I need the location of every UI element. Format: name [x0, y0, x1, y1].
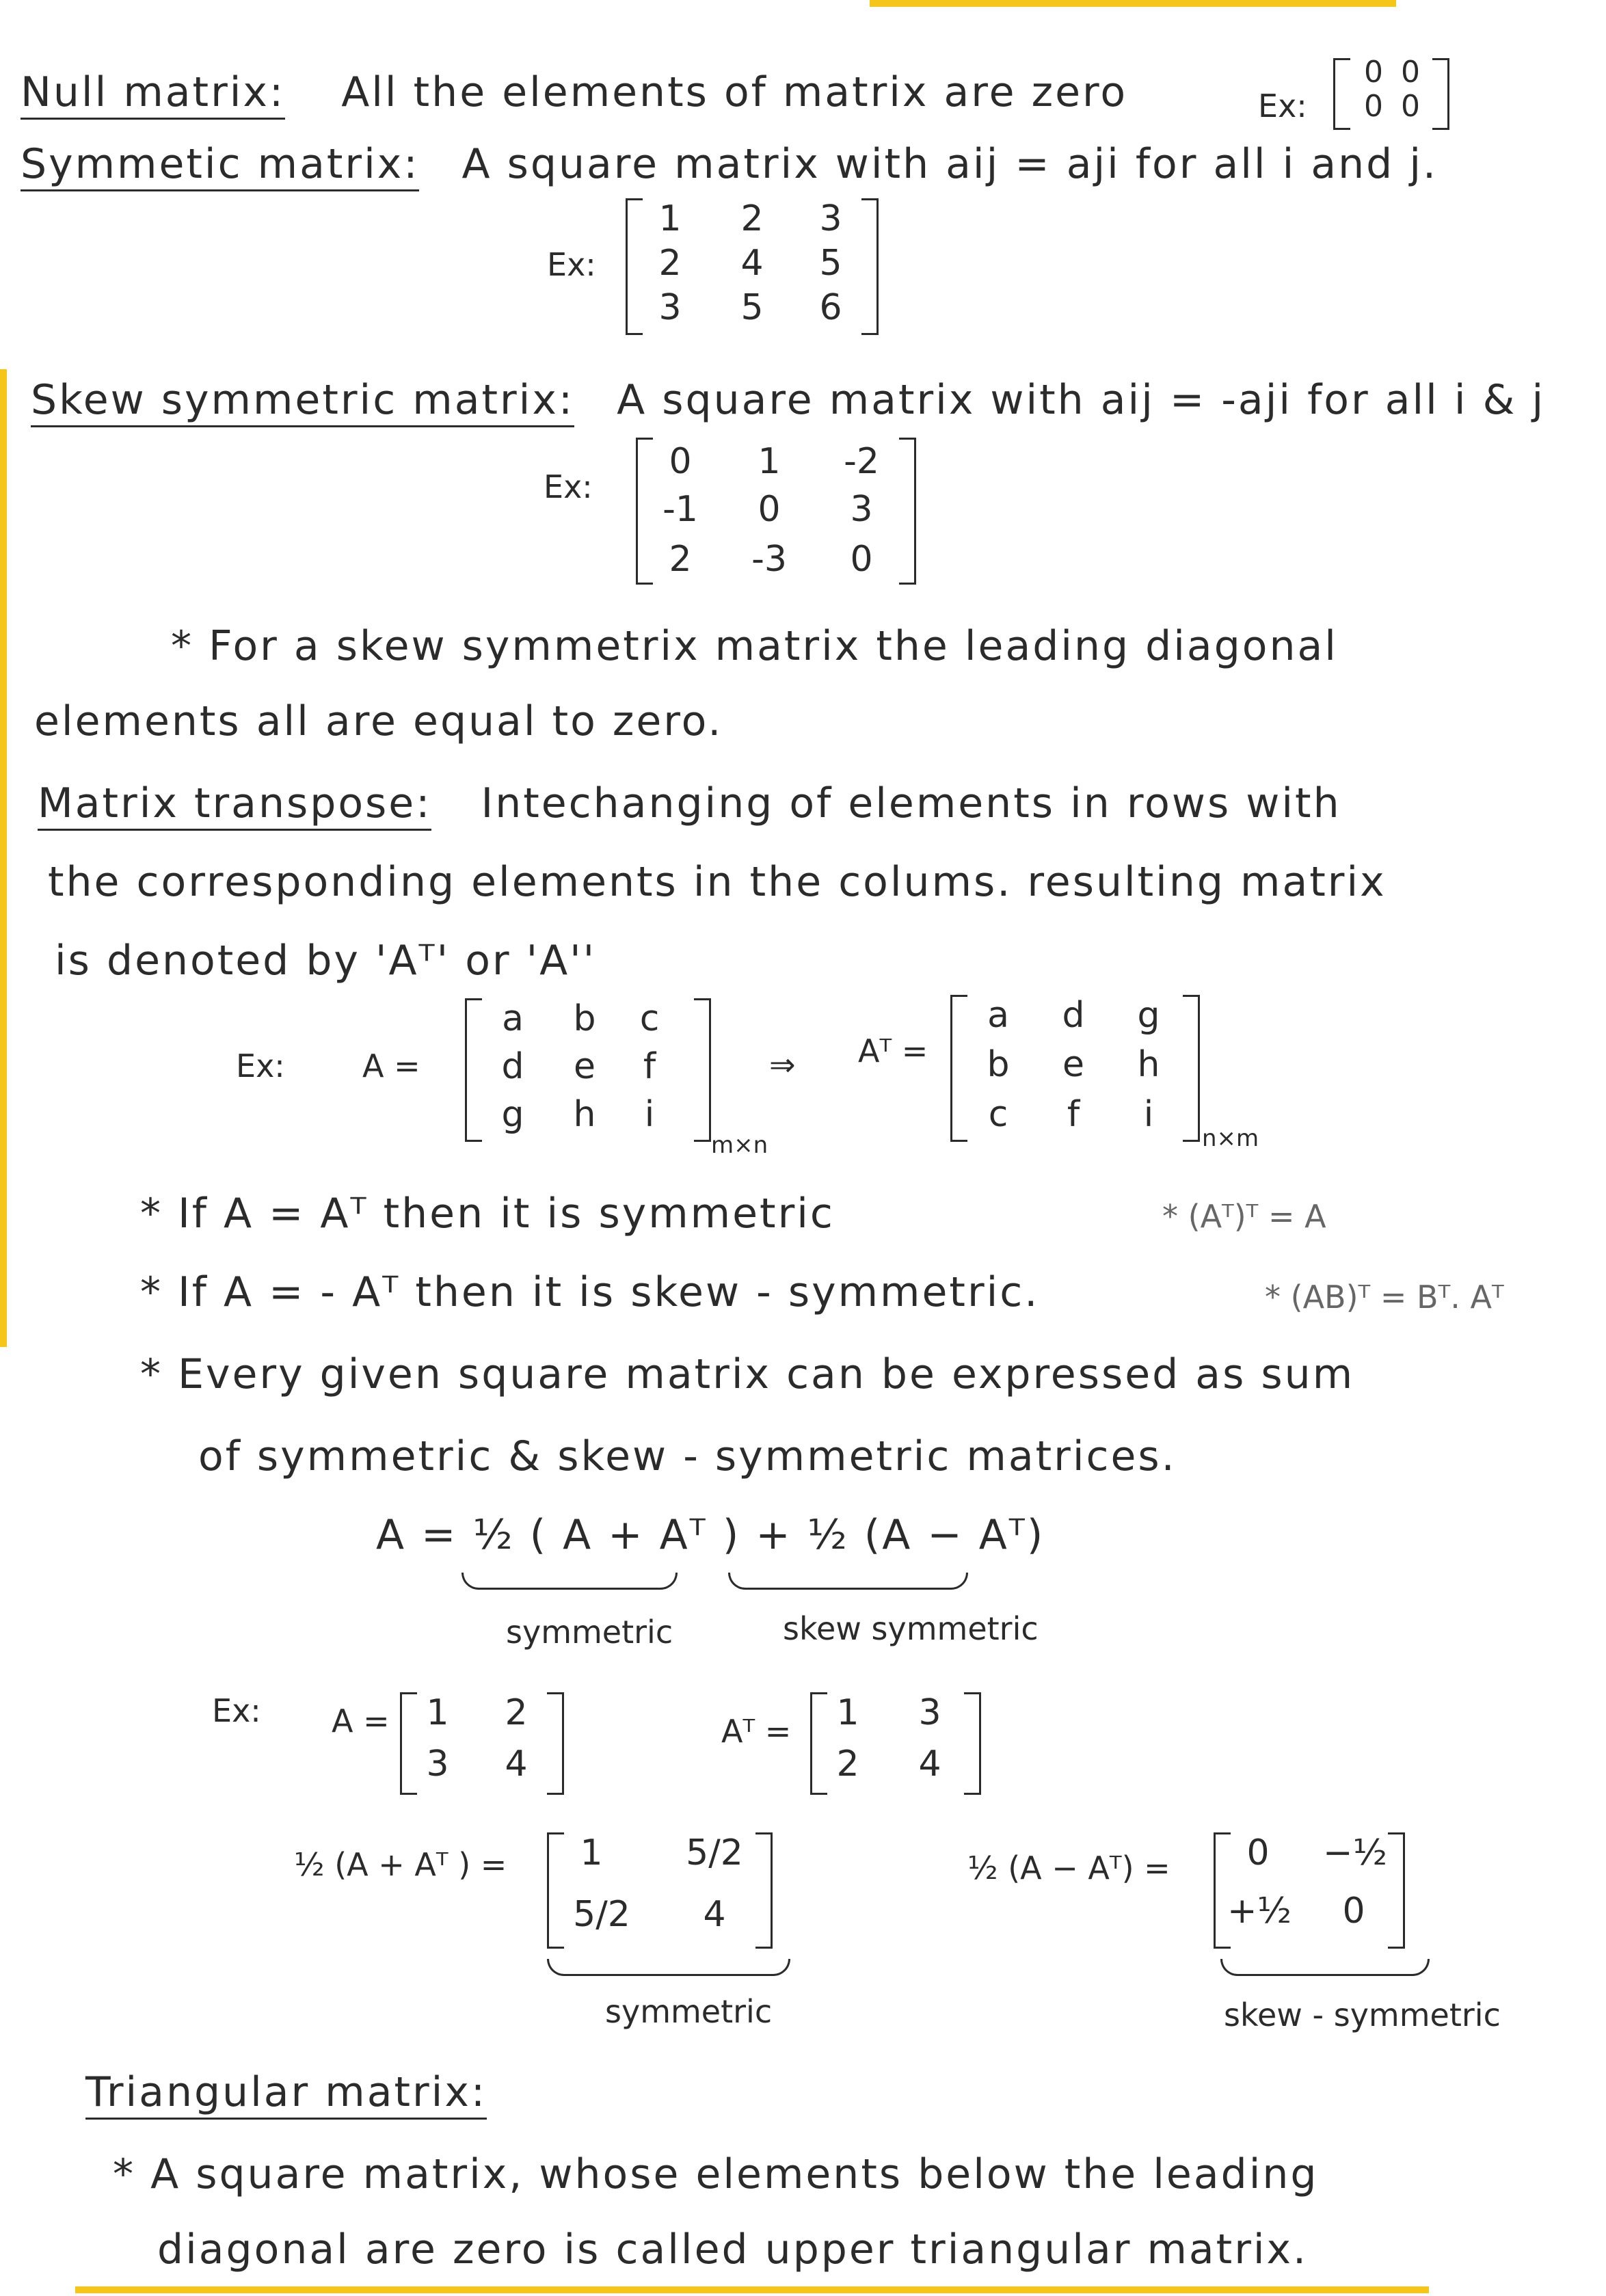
matrix-cell: -1 — [663, 489, 698, 530]
symmetric-line — [21, 140, 1438, 188]
matrix-cell: 1 — [580, 1832, 603, 1873]
matrix-cell: 2 — [836, 1744, 859, 1785]
symmetric-ex-label: Ex: — [547, 246, 596, 283]
matrix-cell: 3 — [918, 1692, 941, 1733]
example2-skew-caption: skew - symmetric — [1224, 1997, 1501, 2033]
skew-note-line2: elements all are equal to zero. — [34, 697, 723, 745]
matrix-cell: 0 — [1342, 1891, 1365, 1932]
matrix-cell: -3 — [751, 539, 787, 580]
dim-a: m×n — [711, 1132, 768, 1159]
matrix-cell: 0 — [1364, 55, 1383, 90]
matrix-cell: e — [574, 1046, 595, 1087]
rule-3-line2: of symmetric & skew - symmetric matrices. — [198, 1432, 1177, 1480]
skew-example-matrix — [636, 438, 916, 585]
matrix-cell: d — [501, 1046, 524, 1087]
matrix-cell: 0 — [758, 489, 781, 530]
matrix-cell: g — [1137, 995, 1160, 1036]
matrix-cell: i — [1143, 1094, 1154, 1135]
null-matrix-example — [1333, 55, 1449, 130]
matrix-cell: h — [1137, 1044, 1160, 1085]
matrix-cell: 2 — [658, 243, 682, 284]
example2-matrix-a — [400, 1692, 564, 1795]
example2-sym-label: ½ (A + Aᵀ ) = — [294, 1846, 507, 1883]
skew-label: Skew symmetric matrix: — [31, 376, 574, 427]
example2-skew-matrix — [1214, 1832, 1405, 1949]
matrix-cell: a — [987, 995, 1009, 1036]
top-highlight-bar — [870, 0, 1396, 7]
matrix-cell: d — [1062, 995, 1085, 1036]
example2-ex-label: Ex: — [212, 1692, 261, 1729]
null-matrix-text: All the elements of matrix are zero — [341, 68, 1128, 116]
example2-a-label: A = — [332, 1703, 390, 1739]
implies-arrow: ⇒ — [769, 1046, 796, 1083]
matrix-cell: 0 — [669, 441, 692, 482]
matrix-cell: +½ — [1227, 1891, 1292, 1932]
transpose-ex-label: Ex: — [236, 1047, 285, 1084]
symmetric-brace — [461, 1573, 678, 1590]
matrix-cell: 3 — [819, 198, 842, 239]
triangular-label-text: Triangular matrix: — [85, 2068, 487, 2120]
matrix-cell: 4 — [505, 1744, 528, 1785]
skew-line — [31, 376, 1545, 424]
triangular-line2: diagonal are zero is called upper triangular matrix. — [157, 2226, 1309, 2273]
transpose-at-label: Aᵀ = — [858, 1032, 928, 1069]
matrix-cell: 4 — [918, 1744, 941, 1785]
matrix-cell: 0 — [1401, 89, 1420, 124]
matrix-cell: b — [573, 998, 596, 1039]
matrix-cell: 3 — [658, 287, 682, 328]
matrix-cell: 5/2 — [686, 1832, 743, 1873]
matrix-cell: 1 — [836, 1692, 859, 1733]
rule-2-side: * (AB)ᵀ = Bᵀ. Aᵀ — [1265, 1279, 1504, 1316]
rule-2: * If A = - Aᵀ then it is skew - symmetric. — [140, 1268, 1040, 1316]
transpose-matrix-at — [950, 995, 1200, 1142]
matrix-cell: 5 — [740, 287, 764, 328]
formula-skew-caption: skew symmetric — [783, 1610, 1039, 1647]
matrix-cell: 1 — [658, 198, 682, 239]
matrix-cell: 1 — [426, 1692, 449, 1733]
matrix-cell: 1 — [758, 441, 781, 482]
matrix-cell: f — [1067, 1094, 1080, 1135]
matrix-cell: 2 — [740, 198, 764, 239]
example2-skew-brace — [1220, 1959, 1430, 1976]
symmetric-example-matrix — [626, 198, 879, 335]
matrix-cell: a — [502, 998, 524, 1039]
example2-sym-brace — [547, 1959, 790, 1976]
matrix-cell: 2 — [505, 1692, 528, 1733]
skew-brace — [728, 1573, 968, 1590]
matrix-cell: 5/2 — [573, 1894, 630, 1935]
null-matrix-label: Null matrix: — [21, 68, 285, 120]
matrix-cell: 3 — [426, 1744, 449, 1785]
decomposition-formula: A = ½ ( A + Aᵀ ) + ½ (A − Aᵀ) — [376, 1511, 1045, 1559]
null-ex-label: Ex: — [1258, 88, 1307, 124]
matrix-cell: c — [988, 1094, 1008, 1135]
matrix-cell: e — [1062, 1044, 1084, 1085]
matrix-cell: h — [573, 1094, 596, 1135]
rule-3-line1: * Every given square matrix can be expressed as sum — [140, 1350, 1355, 1398]
example2-skew-label: ½ (A − Aᵀ) = — [967, 1850, 1170, 1886]
transpose-text2: the corresponding elements in the colums. resulting matrix — [48, 858, 1387, 906]
matrix-cell: 0 — [850, 539, 873, 580]
matrix-cell: 0 — [1246, 1832, 1270, 1873]
symmetric-text: A square matrix with aij = aji for all i and j. — [461, 140, 1438, 188]
matrix-cell: 5 — [819, 243, 842, 284]
dim-at: n×m — [1202, 1125, 1259, 1152]
matrix-cell: -2 — [844, 441, 879, 482]
matrix-cell: 0 — [1401, 55, 1420, 90]
matrix-cell: 6 — [819, 287, 842, 328]
matrix-cell: −½ — [1323, 1832, 1387, 1873]
transpose-a-label: A = — [362, 1047, 420, 1084]
transpose-text1: Intechanging of elements in rows with — [481, 779, 1341, 827]
example2-matrix-at — [810, 1692, 981, 1795]
matrix-cell: 2 — [669, 539, 692, 580]
transpose-line1 — [38, 779, 1341, 827]
formula-symmetric-caption: symmetric — [506, 1614, 673, 1651]
transpose-text3: is denoted by 'Aᵀ' or 'A'' — [55, 937, 597, 985]
matrix-cell: c — [639, 998, 660, 1039]
matrix-cell: 0 — [1364, 89, 1383, 124]
matrix-cell: 3 — [850, 489, 873, 530]
matrix-cell: 4 — [703, 1894, 726, 1935]
null-matrix-line — [21, 68, 1127, 116]
skew-ex-label: Ex: — [544, 468, 593, 505]
example2-sym-matrix — [547, 1832, 773, 1949]
matrix-cell: f — [643, 1046, 656, 1087]
triangular-line1: * A square matrix, whose elements below the leading — [113, 2150, 1319, 2198]
bottom-highlight-bar — [75, 2286, 1429, 2293]
example2-sym-caption: symmetric — [605, 1993, 773, 2030]
matrix-cell: g — [501, 1094, 524, 1135]
skew-note-line1: * For a skew symmetrix matrix the leading diagonal — [171, 622, 1338, 670]
triangular-label — [85, 2068, 487, 2116]
rule-1-side: * (Aᵀ)ᵀ = A — [1162, 1198, 1326, 1235]
symmetric-label: Symmetic matrix: — [21, 140, 419, 191]
matrix-cell: 4 — [740, 243, 764, 284]
matrix-cell: i — [644, 1094, 655, 1135]
left-highlight-bar — [0, 369, 7, 1347]
rule-1: * If A = Aᵀ then it is symmetric — [140, 1190, 835, 1238]
transpose-label: Matrix transpose: — [38, 779, 431, 831]
transpose-matrix-a — [465, 998, 711, 1142]
example2-at-label: Aᵀ = — [721, 1713, 792, 1750]
matrix-cell: b — [987, 1044, 1010, 1085]
skew-text: A square matrix with aij = -aji for all i & j — [617, 376, 1546, 424]
